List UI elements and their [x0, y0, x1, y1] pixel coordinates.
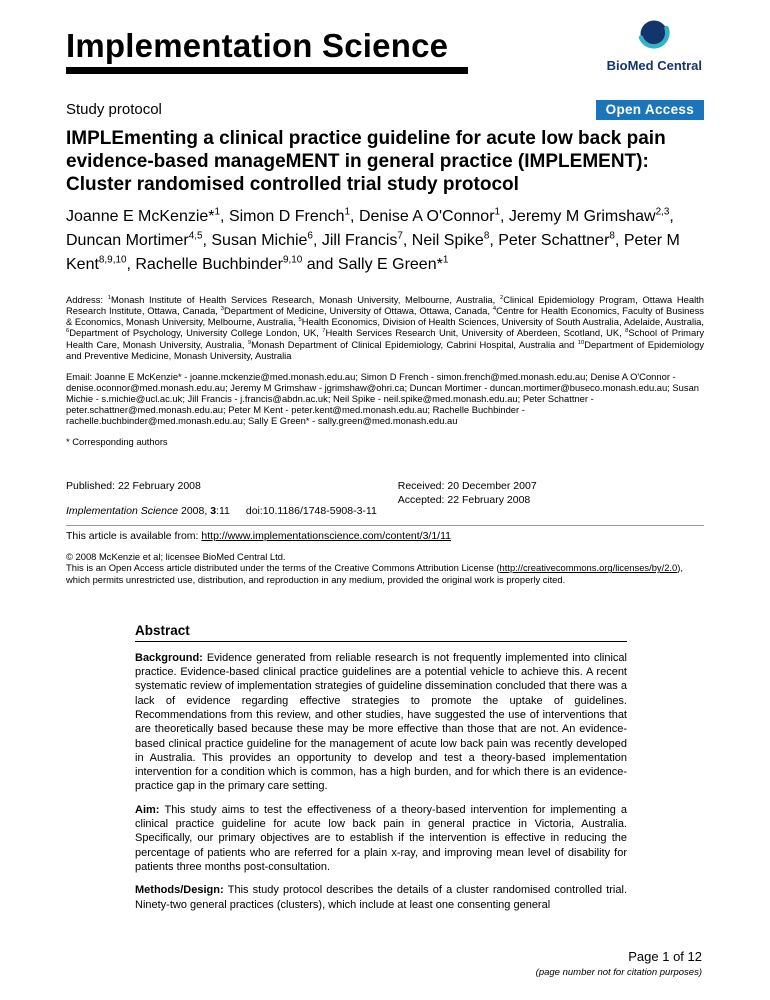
- citation-line: [66, 505, 398, 519]
- page-number: Page 1 of 12: [628, 949, 702, 964]
- citation-issue: :11: [216, 504, 230, 517]
- page-footer: [536, 949, 702, 978]
- citation-volume: 3: [210, 504, 217, 517]
- article-type-label: Study protocol: [66, 101, 162, 119]
- published-date: Published: 22 February 2008: [66, 480, 201, 493]
- license-text-post: ), which permits unrestricted use, distribution, and reproduction in any medium, provided the original work is properly cited.: [66, 562, 683, 586]
- article-url-link[interactable]: http://www.implementationscience.com/content/3/1/11: [201, 529, 451, 542]
- email-line: Email: Joanne E McKenzie* - joanne.mckenzie@med.monash.edu.au; Simon D French - simon.french@med.monash.edu.au; Denise A O'Connor - denise.oconnor@med.monash.edu.au; Jeremy M Grimshaw - jgrimshaw@ohri.ca; Duncan Mortimer - duncan.mortimer@buseco.monash.edu.au; Susan Michie - s.michie@ucl.ac.uk; Jill Francis - j.francis@abdn.ac.uk; Neil Spike - neil.spike@med.monash.edu.au; Peter Schattner - peter.schattner@med.monash.edu.au; Peter M Kent - peter.kent@med.monash.edu.au; Rachelle Buchbinder - rachelle.buchbinder@med.monash.edu.au; Sally E Green* - sally.green@med.monash.edu.au: [66, 370, 699, 427]
- license-paragraph: [66, 562, 704, 586]
- publication-left: [66, 480, 398, 518]
- abstract-paragraph: Methods/Design: This study protocol describes the details of a cluster randomised controlled trial. Ninety-two general practices (clusters), which include at least one consenting general: [135, 884, 627, 911]
- abstract-section: [135, 623, 627, 912]
- biomed-central-logo[interactable]: [607, 18, 704, 73]
- author-list: Joanne E McKenzie*$^1$, Simon D French$^1$, Denise A O'Connor$^1$, Jeremy M Grimshaw$^{2,3}$, Duncan Mortimer$^{4,5}$, Susan Michie$^6$, Jill Francis$^7$, Neil Spike$^8$, Peter Schattner$^8$, Peter M Kent$^{8,9,10}$, Rachelle Buchbinder$^{9,10}$ and Sally E Green*$^1$: [66, 206, 680, 274]
- open-access-badge: Open Access: [596, 100, 704, 120]
- citation-doi: doi:10.1186/1748-5908-3-11: [245, 504, 377, 517]
- biomed-logo-icon: [637, 18, 671, 52]
- publication-right: [398, 480, 704, 518]
- abstract-heading: Abstract: [135, 623, 627, 642]
- available-from-line: [66, 530, 704, 542]
- accepted-date: Accepted: 22 February 2008: [397, 493, 531, 506]
- biomed-logo-text: BioMed Central: [606, 58, 702, 73]
- abstract-body: [135, 651, 627, 912]
- journal-header: [66, 28, 704, 74]
- citation-purpose-note: (page number not for citation purposes): [535, 967, 702, 978]
- article-type-row: [66, 100, 704, 120]
- citation-journal: Implementation Science: [66, 504, 179, 517]
- divider-rule: [66, 525, 704, 526]
- copyright-line: © 2008 McKenzie et al; licensee BioMed Central Ltd.: [66, 550, 286, 562]
- available-from-label: This article is available from:: [66, 529, 202, 542]
- journal-masthead: [66, 28, 468, 74]
- address-line: Address: $^1$Monash Institute of Health Services Research, Monash University, Melbourne, Australia, $^2$Clinical Epidemiology Program, Ottawa Health Research Institute, Ottawa, Canada, $^3$Department of Medicine, University of Ottawa, Ottawa, Canada, $^4$Centre for Health Economics, Faculty of Business & Economics, Monash University, Melbourne, Australia, $^5$Health Economics, Division of Health Sciences, University of South Australia, Adelaide, Australia, $^6$Department of Psychology, University College London, UK, $^7$Health Services Research Unit, University of Aberdeen, Scotland, UK, $^8$School of Primary Health Care, Monash University, Australia, $^9$Monash Department of Clinical Epidemiology, Cabrini Hospital, Australia and $^{10}$Department of Epidemiology and Preventive Medicine, Monash University, Australia: [66, 294, 705, 361]
- abstract-paragraph: Aim: This study aims to test the effectiveness of a theory-based intervention for implementing a clinical practice guideline for acute low back pain in general practice in Victoria, Australia. Specifically, our primary objectives are to establish if the intervention is effective in reducing the percentage of patients who are referred for a plain x-ray, and improving mean level of disability for patients three months post-consultation.: [135, 803, 627, 873]
- publication-block: [66, 480, 704, 518]
- header-rule: [66, 67, 468, 74]
- citation-year: 2008,: [178, 504, 211, 517]
- license-url-link[interactable]: http://creativecommons.org/licenses/by/2.0: [499, 562, 678, 574]
- journal-title: Implementation Science: [66, 27, 449, 64]
- corresponding-note: * Corresponding authors: [66, 436, 168, 448]
- received-date: Received: 20 December 2007: [397, 480, 537, 493]
- article-title: IMPLEmenting a clinical practice guideline for acute low back pain evidence-based manageMENT in general practice (IMPLEMENT): Cluster randomised controlled trial study protocol: [66, 127, 666, 195]
- abstract-paragraph: Background: Evidence generated from reliable research is not frequently implemented into clinical practice. Evidence-based clinical practice guidelines are a potential vehicle to achieve this. A recent systematic review of implementation strategies of guideline dissemination concluded that there was a lack of evidence regarding effective strategies to promote the uptake of guidelines. Recommendations from this review, and other studies, have suggested the use of interventions that are theoretically based because these may be more effective than those that are not. An evidence-based clinical practice guideline for the management of acute low back pain was recently developed in Australia. This provides an opportunity to develop and test a theory-based implementation intervention for a condition which is common, has a high burden, and for which there is an evidence-practice gap in the primary care setting.: [135, 651, 627, 793]
- license-text-pre: This is an Open Access article distributed under the terms of the Creative Commons Attribution License (: [66, 562, 500, 574]
